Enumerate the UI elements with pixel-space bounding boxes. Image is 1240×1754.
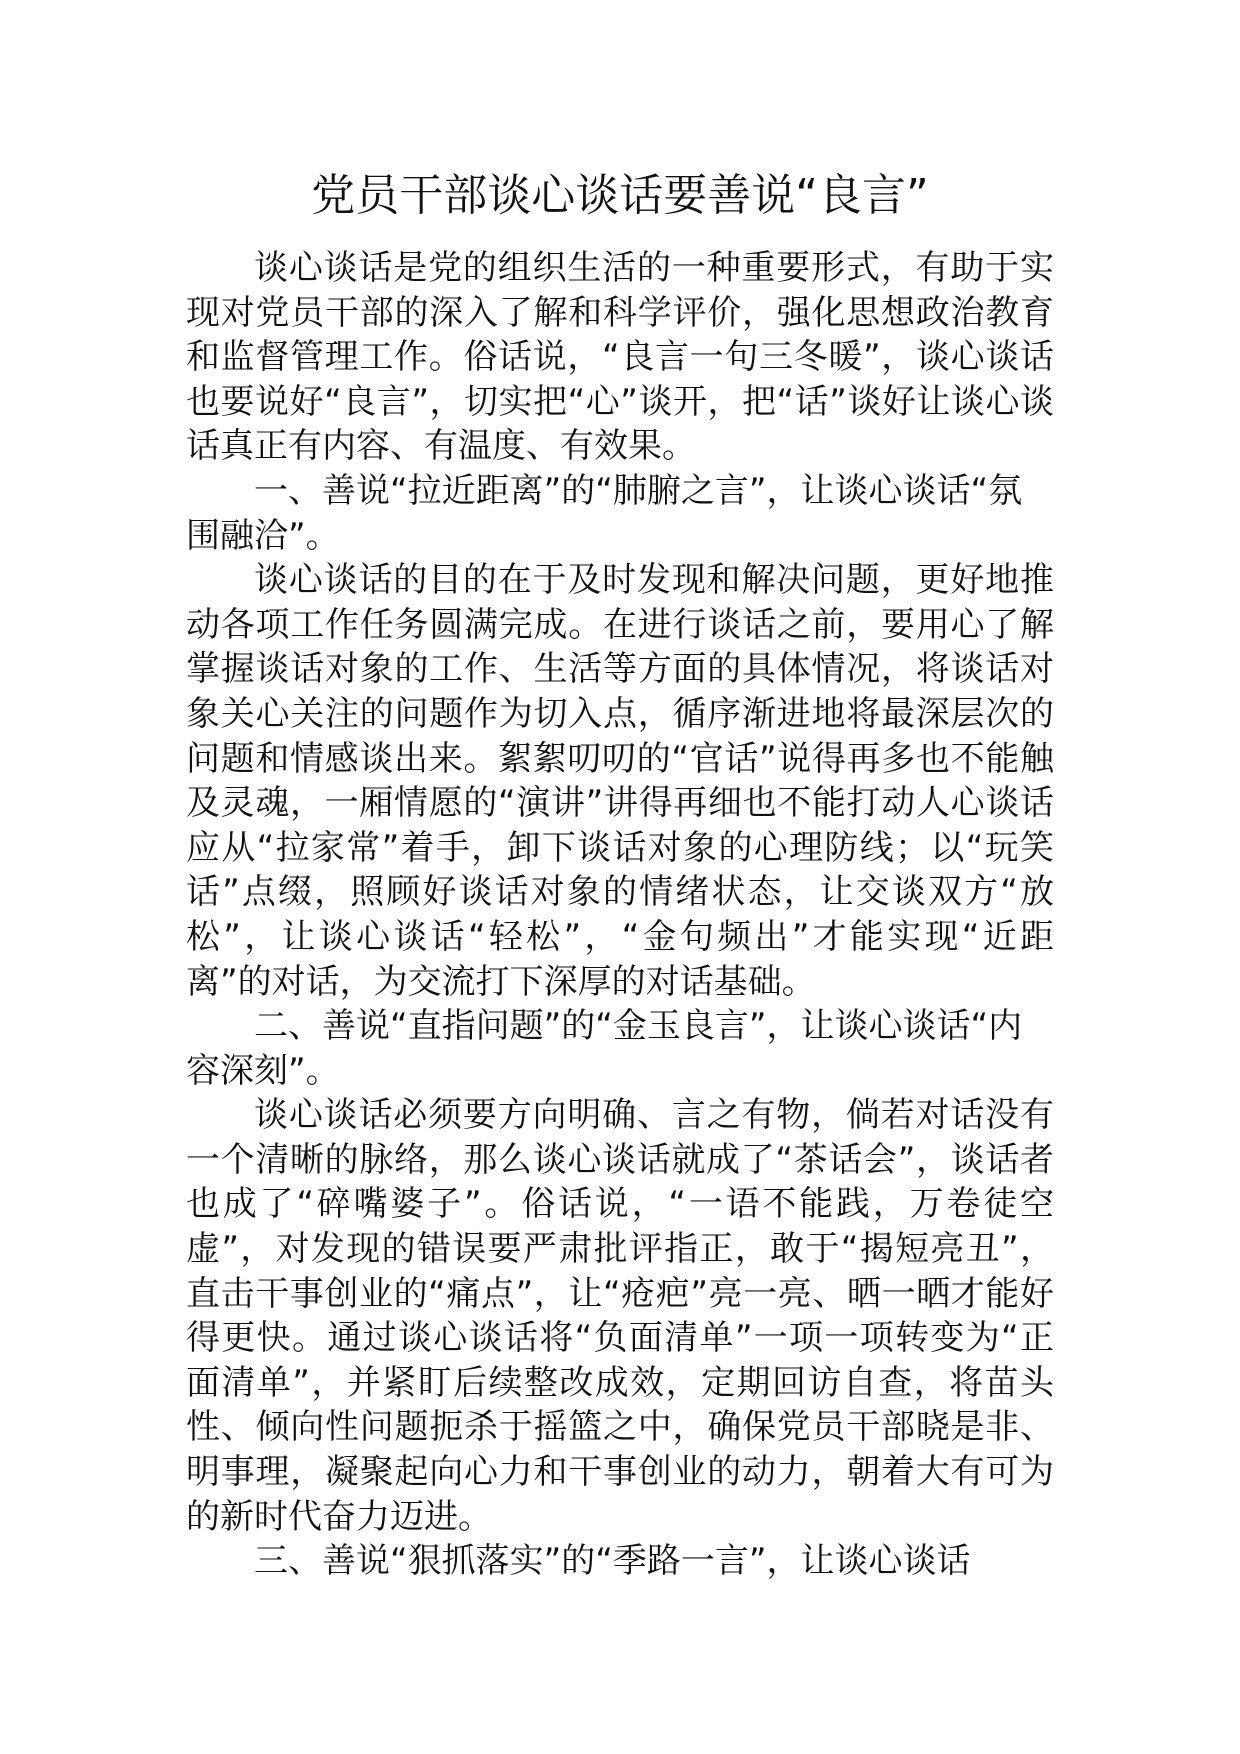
section-heading-2: 二、善说“直指问题”的“金玉良言”，让谈心谈话“内容深刻”。 xyxy=(186,1006,1023,1091)
section-heading-1: 一、善说“拉近距离”的“肺腑之言”，让谈心谈话“氛围融洽”。 xyxy=(186,470,1023,556)
document-title: 党员干部谈心谈话要善说“良言” xyxy=(311,170,929,221)
paragraph-section-2: 谈心谈话必须要方向明确、言之有物，倘若对话没有一个清晰的脉络，那么谈心谈话就成了“茶话会”，谈话者也成了“碎嘴婆子”。俗话说，“一语不能践，万卷徒空虚”，对发现的错误要严肃批评指正，敢于“揭短亮丑”，直击干事创业的“痛点”，让“疮疤”亮一亮、晒一晒才能好得更快。通过谈心谈话将“负面清单”一项一项转变为“正面清单”，并紧盯后续整改成效，定期回访自查，将苗头性、倾向性问题扼杀于摇篮之中，确保党员干部晓是非、明事理，凝聚起向心力和干事创业的动力，朝着大有可为的新时代奋力迈进。 xyxy=(186,1095,1054,1537)
paragraph-intro: 谈心谈话是党的组织生活的一种重要形式，有助于实现对党员干部的深入了解和科学评价，强化思想政治教育和监督管理工作。俗话说，“良言一句三冬暖”，谈心谈话也要说好“良言”，切实把“心”谈开，把“话”谈好让谈心谈话真正有内容、有温度、有效果。 xyxy=(186,248,1054,467)
document-body xyxy=(186,246,1054,1584)
section-heading-3: 三、善说“狠抓落实”的“季路一言”，让谈心谈话 xyxy=(254,1541,971,1582)
paragraph-section-1: 谈心谈话的目的在于及时发现和解决问题，更好地推动各项工作任务圆满完成。在进行谈话之前，要用心了解掌握谈话对象的工作、生活等方面的具体情况，将谈话对象关心关注的问题作为切入点，循序渐进地将最深层次的问题和情感谈出来。絮絮叨叨的“官话”说得再多也不能触及灵魂，一厢情愿的“演讲”讲得再细也不能打动人心谈话应从“拉家常”着手，卸下谈话对象的心理防线；以“玩笑话”点缀，照顾好谈话对象的情绪状态，让交谈双方“放松”，让谈心谈话“轻松”，“金句频出”才能实现“近距离”的对话，为交流打下深厚的对话基础。 xyxy=(186,560,1054,1002)
